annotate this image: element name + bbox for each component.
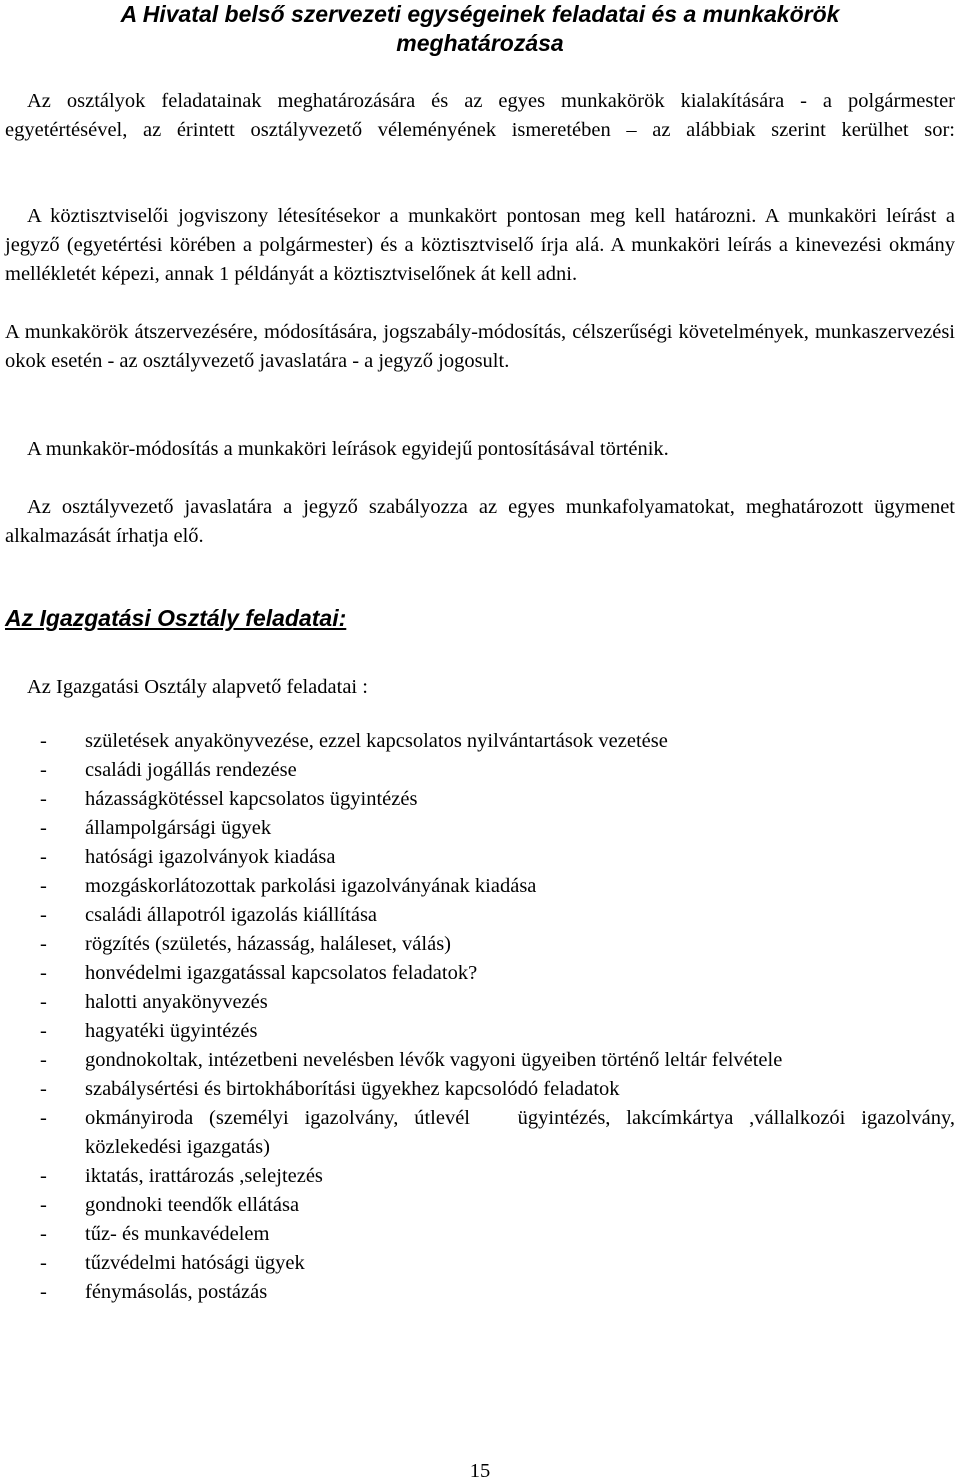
paragraph-jogviszony	[5, 202, 955, 289]
list-item	[0, 1104, 960, 1162]
list-item	[0, 872, 955, 901]
list-dash: -	[40, 1194, 47, 1216]
list-dash: -	[40, 1281, 47, 1303]
list-item-text: szabálysértési és birtokháborítási ügyekhez kapcsolódó feladatok	[85, 1078, 620, 1100]
list-dash: -	[40, 1020, 47, 1042]
list-dash: -	[40, 817, 47, 839]
paragraph-atszervezes	[5, 318, 955, 376]
paragraph-modositas-text: A munkakör-módosítás a munkaköri leírások egyidejű pontosításával történik.	[27, 438, 669, 460]
list-item-text: gondnokoltak, intézetbeni nevelésben lévők vagyoni ügyeiben történő leltár felvétele	[85, 1049, 783, 1071]
list-item	[0, 814, 955, 843]
list-item	[0, 843, 955, 872]
list-item	[0, 930, 955, 959]
section-title: Az Igazgatási Osztály feladatai:	[5, 605, 347, 631]
list-dash: -	[40, 1107, 47, 1129]
list-dash: -	[40, 730, 47, 752]
list-item-text: halotti anyakönyvezés	[85, 991, 268, 1013]
list-item-text: állampolgársági ügyek	[85, 817, 272, 839]
list-dash: -	[40, 1165, 47, 1187]
list-item	[0, 1249, 955, 1278]
list-item	[0, 1017, 955, 1046]
list-item-text: hagyatéki ügyintézés	[85, 1020, 258, 1042]
list-item	[0, 1075, 955, 1104]
list-item-text: iktatás, irattározás ,selejtezés	[85, 1165, 323, 1187]
list-item	[0, 1220, 955, 1249]
section-intro: Az Igazgatási Osztály alapvető feladatai :	[27, 676, 368, 698]
paragraph-atszervezes-text: A munkakörök átszervezésére, módosítására, jogszabály-módosítás, célszerűségi követelmények, munkaszervezési okok esetén - az osztályvezető javaslatára - a jegyző jogosult.	[5, 321, 955, 372]
page-title	[0, 0, 960, 58]
list-dash: -	[40, 1078, 47, 1100]
list-item	[0, 901, 955, 930]
paragraph-modositas	[5, 435, 955, 464]
list-item-text: tűzvédelmi hatósági ügyek	[85, 1252, 305, 1274]
list-item	[0, 1191, 955, 1220]
list-item-text: házasságkötéssel kapcsolatos ügyintézés	[85, 788, 418, 810]
paragraph-munkafolyamatok-text: Az osztályvezető javaslatára a jegyző szabályozza az egyes munkafolyamatokat, meghatározott ügymenet alkalmazását írhatja elő.	[5, 496, 955, 547]
page-title-text: A Hivatal belső szervezeti egységeinek feladatai és a munkakörök meghatározása	[120, 1, 840, 56]
paragraph-jogviszony-text: A köztisztviselői jogviszony létesítésekor a munkakört pontosan meg kell határozni. A munkaköri leírást a jegyző (egyetértési körében a polgármester) és a köztisztviselő írja alá. A munkaköri leírás a kinevezési okmány mellékletét képezi, annak 1 példányát a köztisztviselőnek át kell adni.	[5, 205, 955, 285]
list-item-text: fénymásolás, postázás	[85, 1281, 268, 1303]
list-dash: -	[40, 759, 47, 781]
list-item	[0, 1162, 955, 1191]
list-item	[0, 988, 955, 1017]
list-item-text: gondnoki teendők ellátása	[85, 1194, 300, 1216]
list-item	[0, 756, 955, 785]
list-item-text: rögzítés (születés, házasság, haláleset, válás)	[85, 933, 451, 955]
list-item-text: családi állapotról igazolás kiállítása	[85, 904, 378, 926]
list-dash: -	[40, 991, 47, 1013]
paragraph-osztalyok	[5, 87, 955, 145]
list-item-text: mozgáskorlátozottak parkolási igazolványának kiadása	[85, 875, 537, 897]
list-dash: -	[40, 1223, 47, 1245]
list-dash: -	[40, 846, 47, 868]
list-item	[0, 1046, 955, 1075]
list-item-text: tűz- és munkavédelem	[85, 1223, 270, 1245]
list-item-text: családi jogállás rendezése	[85, 759, 297, 781]
list-item-text: okmányiroda (személyi igazolvány, útlevél ügyintézés, lakcímkártya ,vállalkozói igazolvány, közlekedési igazgatás)	[85, 1107, 960, 1158]
list-dash: -	[40, 875, 47, 897]
list-item	[0, 1278, 955, 1307]
page-number: 15	[469, 1460, 491, 1482]
list-dash: -	[40, 962, 47, 984]
paragraph-munkafolyamatok	[5, 493, 955, 551]
task-list	[0, 727, 960, 1307]
list-dash: -	[40, 788, 47, 810]
list-dash: -	[40, 1252, 47, 1274]
list-item-text: honvédelmi igazgatással kapcsolatos feladatok?	[85, 962, 478, 984]
list-item	[0, 727, 955, 756]
list-item-text: hatósági igazolványok kiadása	[85, 846, 336, 868]
list-item	[0, 959, 955, 988]
list-dash: -	[40, 933, 47, 955]
list-item	[0, 785, 955, 814]
list-dash: -	[40, 1049, 47, 1071]
paragraph-osztalyok-text: Az osztályok feladatainak meghatározására és az egyes munkakörök kialakítására - a polgármester egyetértésével, az érintett osztályvezető véleményének ismeretében – az alábbiak szerint kerülhet sor:	[5, 90, 955, 141]
list-dash: -	[40, 904, 47, 926]
list-item-text: születések anyakönyvezése, ezzel kapcsolatos nyilvántartások vezetése	[85, 730, 668, 752]
